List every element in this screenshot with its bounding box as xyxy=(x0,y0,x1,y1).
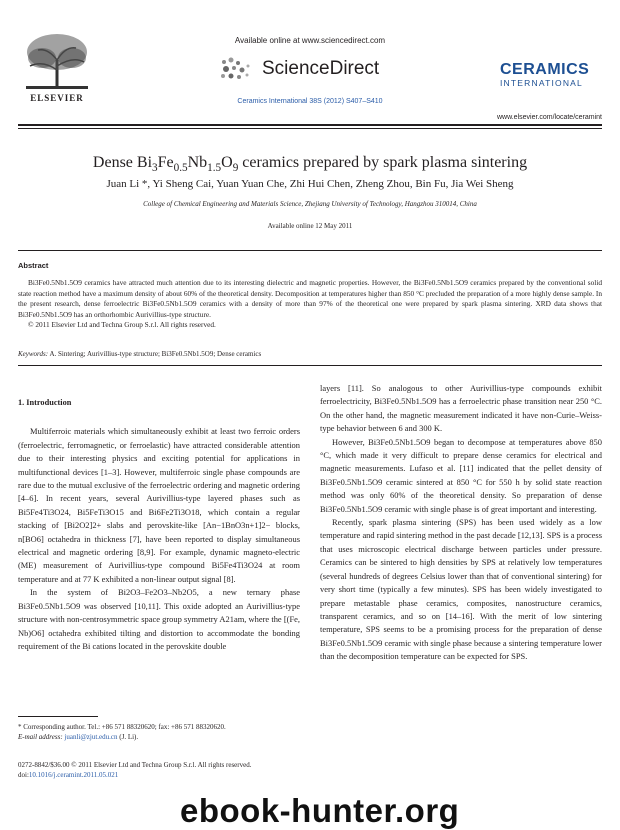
abstract-body xyxy=(18,278,602,331)
journal-brand-line1: CERAMICS xyxy=(500,61,590,78)
email-line xyxy=(18,732,300,742)
email-link[interactable]: juanli@zjut.edu.cn xyxy=(64,733,118,741)
author-list: Juan Li *, Yi Sheng Cai, Yuan Yuan Che, Zhi Hui Chen, Zheng Zhou, Bin Fu, Jia Wei Sheng xyxy=(106,178,514,190)
footnote-rule xyxy=(18,716,98,717)
journal-citation[interactable]: Ceramics International 38S (2012) S407–S410 xyxy=(237,98,383,105)
keywords-list: A. Sintering; Aurivillius-type structure; Bi3Fe0.5Nb1.5O9; Dense ceramics xyxy=(49,350,262,358)
email-suffix: (J. Li). xyxy=(119,733,139,741)
journal-brand xyxy=(500,62,600,88)
sciencedirect-wordmark: ScienceDirect xyxy=(262,58,380,79)
article-title: Dense $Bi_3Fe_{0.5}Nb_{1.5}O_9$ ceramics prepared by spark plasma sintering xyxy=(92,154,528,175)
paragraph: layers [11]. So analogous to other Aurivillius-type compounds exhibit ferroelectricity, Bi3Fe0.5Nb1.5O9 has a ferroelectric phase transition near 250 °C. On the other hand, the magnetic measurement indicated it have non-Curie–Weiss-type behavior between 6 and 300 K. xyxy=(320,383,602,434)
corresponding-author: * Corresponding author. Tel.: +86 571 88320620; fax: +86 571 88320620. xyxy=(18,723,226,731)
affiliation: College of Chemical Engineering and Materials Science, Zhejiang University of Technology, Hangzhou 310014, China xyxy=(143,200,477,208)
abstract-heading: Abstract xyxy=(18,261,49,270)
paragraph: Recently, spark plasma sintering (SPS) has been used widely as a low temperature and rapid sintering method in the past decade [12,13]. SPS is a process that uses microscopic electrical discharge between particles under pressure. Ceramics can be sintered to high densities by SPS at relatively low temperatures (several hundreds of degrees Celsius lower than that of conventional sintering) for very short time (typically a few minutes). SPS has been widely investigated to prepare metastable phase ceramics, composites, nanostructure ceramics, transparent ceramics, and so on [14–16]. With the merit of low sintering temperature, SPS seems to be a promising process for the preparation of dense Bi3Fe0.5Nb1.5O9 ceramic with single phase because a sintering temperature lower than the decomposition temperature can be expected for SPS. xyxy=(320,517,602,662)
doi-label: doi: xyxy=(18,771,29,779)
doi-line xyxy=(18,770,251,780)
paragraph: In the system of Bi2O3–Fe2O3–Nb2O5, a new ternary phase Bi3Fe0.5Nb1.5O9 was observed [10,11]. This oxide adopted an Aurivillius-type structure with non-centrosymmetric space group symmetry A21am, where the [(Fe, Nb)O6] octahedra exhibited tilting and distortion to accommodate the bonding requirement of the Bi cations located in the perovskite double xyxy=(18,587,300,651)
paragraph: Multiferroic materials which simultaneously exhibit at least two ferroic orders (ferroelectric, ferromagnetic, or ferroelastic) have attracted considerable attention due to their interesting physics and exciting potential for applications in multifunctional devices [1–3]. However, multiferroic single phase compounds are rare due to the mutual exclusive of the ferroelectric ordering and magnetic ordering [4–6]. In recent years, several Aurivillius-type layered phases such as Bi5Fe4Ti3O24, Bi5FeTi3O15 and Bi6Fe2Ti3O18, which contain a regular stacking of [Bi2O2]2+ slabs and perovskite-like [An−1BnO3n+1]2− blocks, n[BO6] octahedra in thickness [7], have been reported to display simultaneous electrical and magnetic ordering [8,9]. For example, dynamic magneto-electric (ME) measurement of Aurivillius-type compound Bi5Fe4Ti3O24 at room temperature and at 77 K exhibited a non-linear output signal [8]. xyxy=(18,426,300,584)
keywords-label: Keywords: xyxy=(18,350,49,358)
keywords xyxy=(18,350,602,358)
doi-link[interactable]: 10.1016/j.ceramint.2011.05.021 xyxy=(28,771,119,779)
available-online-notice: Available online at www.sciencedirect.com xyxy=(234,36,386,45)
sciencedirect-dots-icon xyxy=(218,56,258,82)
bottom-info xyxy=(18,760,251,780)
column-left xyxy=(18,382,300,653)
journal-url[interactable]: www.elsevier.com/locate/ceramint xyxy=(496,114,602,121)
abstract-text: Bi3Fe0.5Nb1.5O9 ceramics have attracted much attention due to its interesting dielectric and magnetic properties. However, the Bi3Fe0.5Nb1.5O9 ceramics prepared by the conventional solid state reaction method have a maximum density of about 60% of the theoretical density. Decomposition at temperatures higher than 850 °C precluded the preparation of a more highly dense sample. In the present research, dense ferroelectric Bi3Fe0.5Nb1.5O9 ceramics with a density of more than 97% of the theoretical one were prepared by spark plasma sintering. XRD data shows that Bi3Fe0.5Nb1.5O9 has an orthorhombic Aurivillius-type structure. xyxy=(18,278,602,319)
sciencedirect-logo xyxy=(218,56,408,82)
header-divider xyxy=(18,124,602,126)
abstract-divider-top xyxy=(18,250,602,251)
header-divider-thin xyxy=(18,128,602,129)
column-right xyxy=(320,382,602,664)
abstract-divider-bottom xyxy=(18,365,602,366)
email-label: E-mail address: xyxy=(18,733,63,741)
publisher-name: ELSEVIER xyxy=(30,93,84,103)
footnote xyxy=(18,722,300,742)
copyright-line: © 2011 Elsevier Ltd and Techna Group S.r.l. All rights reserved. xyxy=(28,320,216,330)
issn-line: 0272-8842/$36.00 © 2011 Elsevier Ltd and Techna Group S.r.l. All rights reserved. xyxy=(18,761,252,769)
journal-brand-line2: INTERNATIONAL xyxy=(500,78,583,88)
available-date: Available online 12 May 2011 xyxy=(267,222,353,230)
watermark: ebook-hunter.org xyxy=(180,792,460,829)
paragraph: However, Bi3Fe0.5Nb1.5O9 began to decompose at temperatures above 850 °C, which made it very difficult to prepare dense ceramics for electrical and magnetic measurements. Lufaso et al. [11] indicated that the pellet density of Bi3Fe0.5Nb1.5O9 ceramic sintered at 850 °C for 550 h by solid state reaction method was only 60% of the theoretical density. So preparation of dense Bi3Fe0.5Nb1.5O9 ceramic with single phase is of great important and interesting. xyxy=(320,436,602,514)
section-heading: 1. Introduction xyxy=(18,398,72,407)
